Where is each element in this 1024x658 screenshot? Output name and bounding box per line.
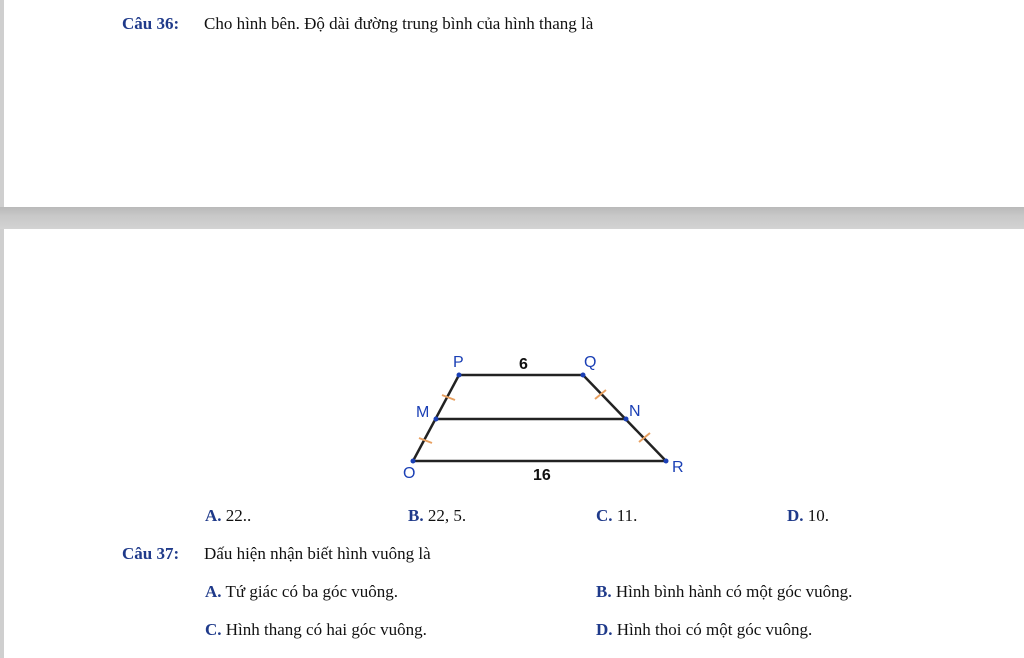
option-text: Hình thang có hai góc vuông.	[225, 620, 427, 639]
point-N	[624, 417, 629, 422]
point-P	[457, 373, 462, 378]
q36-option-d	[787, 506, 829, 526]
q37-option-d	[596, 620, 812, 640]
option-text: Hình thoi có một góc vuông.	[616, 620, 813, 639]
q37-option-b	[596, 582, 852, 602]
point-O	[411, 459, 416, 464]
label-N: N	[629, 403, 641, 420]
option-text: 22..	[225, 506, 252, 525]
question-36-text: Cho hình bên. Độ dài đường trung bình của hình thang là	[204, 14, 594, 33]
length-top: 6	[519, 356, 528, 373]
option-letter: C.	[596, 506, 613, 525]
label-Q: Q	[584, 354, 597, 371]
q37-option-a	[205, 582, 398, 602]
option-letter: D.	[596, 620, 613, 639]
q36-option-b	[408, 506, 466, 526]
option-letter: B.	[596, 582, 612, 601]
option-letter: B.	[408, 506, 424, 525]
q36-option-a	[205, 506, 251, 526]
question-37-number: Câu 37:	[122, 544, 180, 563]
option-letter: D.	[787, 506, 804, 525]
label-O: O	[403, 465, 416, 482]
option-letter: A.	[205, 582, 222, 601]
point-Q	[581, 373, 586, 378]
option-text: Hình bình hành có một góc vuông.	[615, 582, 853, 601]
label-M: M	[416, 404, 430, 421]
point-R	[664, 459, 669, 464]
label-P: P	[453, 354, 464, 371]
question-37-text: Dấu hiện nhận biết hình vuông là	[204, 544, 431, 563]
option-text: 11.	[616, 506, 638, 525]
option-text: Tứ giác có ba góc vuông.	[225, 582, 399, 601]
question-36	[122, 14, 593, 34]
q36-option-c	[596, 506, 637, 526]
page-separator	[0, 207, 1024, 229]
trapezoid-figure	[395, 340, 705, 495]
option-letter: C.	[205, 620, 222, 639]
label-R: R	[672, 459, 684, 476]
q37-option-c	[205, 620, 427, 640]
option-letter: A.	[205, 506, 222, 525]
question-36-number: Câu 36:	[122, 14, 180, 33]
question-37	[122, 544, 431, 564]
length-bottom: 16	[533, 467, 551, 484]
point-M	[434, 417, 439, 422]
option-text: 22, 5.	[427, 506, 467, 525]
option-text: 10.	[807, 506, 830, 525]
